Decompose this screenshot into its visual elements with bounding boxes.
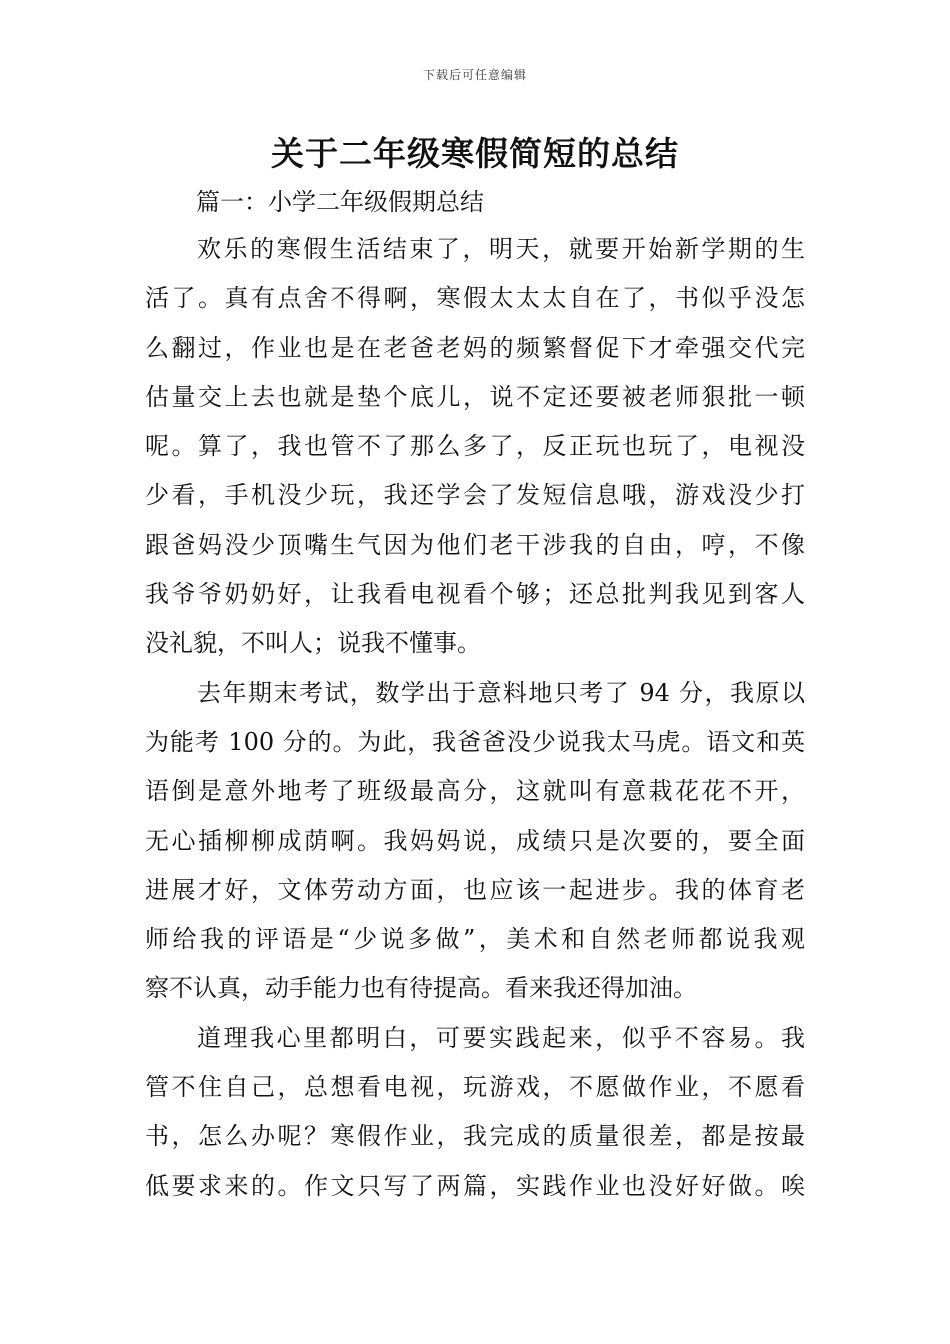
text-line: 少看，手机没少玩，我还学会了发短信息哦，游戏没少打 bbox=[145, 481, 805, 510]
text-line: 管不住自己，总想看电视，玩游戏，不愿做作业，不愿看 bbox=[145, 1073, 805, 1102]
text-line: 进展才好，文体劳动方面，也应该一起进步。我的体育老 bbox=[145, 875, 805, 904]
text-line: 低要求来的。作文只写了两篇，实践作业也没好好做。唉 bbox=[145, 1171, 805, 1200]
document-title: 关于二年级寒假简短的总结 bbox=[271, 134, 679, 173]
paragraph-1 bbox=[145, 225, 805, 669]
text-line: 书，怎么办呢？寒假作业，我完成的质量很差，都是按最 bbox=[145, 1122, 805, 1151]
header-note: 下载后可任意编辑 bbox=[422, 68, 527, 82]
text-line: 无心插柳柳成荫啊。我妈妈说，成绩只是次要的，要全面 bbox=[145, 826, 805, 855]
text-line: 语倒是意外地考了班级最高分，这就叫有意栽花花不开， bbox=[145, 777, 805, 806]
text-line: 欢乐的寒假生活结束了，明天，就要开始新学期的生 bbox=[197, 235, 805, 263]
text-line: 师给我的评语是“少说多做”，美术和自然老师都说我观 bbox=[145, 925, 805, 954]
text-line: 我爷爷奶奶好，让我看电视看个够；还总批判我见到客人 bbox=[145, 580, 805, 609]
text-line: 去年期末考试，数学出于意料地只考了 94 分，我原以 bbox=[197, 678, 805, 707]
text-line: 跟爸妈没少顶嘴生气因为他们老干涉我的自由，哼，不像 bbox=[145, 530, 805, 559]
text-line: 活了。真有点舍不得啊，寒假太太太自在了，书似乎没怎 bbox=[145, 284, 805, 313]
text-line: 为能考 100 分的。为此，我爸爸没少说我太马虎。语文和英 bbox=[145, 727, 805, 756]
text-line: 没礼貌，不叫人；说我不懂事。 bbox=[145, 629, 481, 658]
section-subtitle: 篇一：小学二年级假期总结 bbox=[196, 188, 484, 216]
text-line: 呢。算了，我也管不了那么多了，反正玩也玩了，电视没 bbox=[145, 432, 805, 461]
text-line: 察不认真，动手能力也有待提高。看来我还得加油。 bbox=[145, 974, 697, 1003]
paragraph-3 bbox=[145, 1014, 805, 1211]
text-line: 估量交上去也就是垫个底儿，说不定还要被老师狠批一顿 bbox=[145, 382, 805, 411]
body-text bbox=[145, 225, 805, 1211]
text-line: 道理我心里都明白，可要实践起来，似乎不容易。我 bbox=[197, 1023, 805, 1052]
paragraph-2 bbox=[145, 669, 805, 1014]
text-line: 么翻过，作业也是在老爸老妈的频繁督促下才牵强交代完 bbox=[145, 333, 805, 362]
